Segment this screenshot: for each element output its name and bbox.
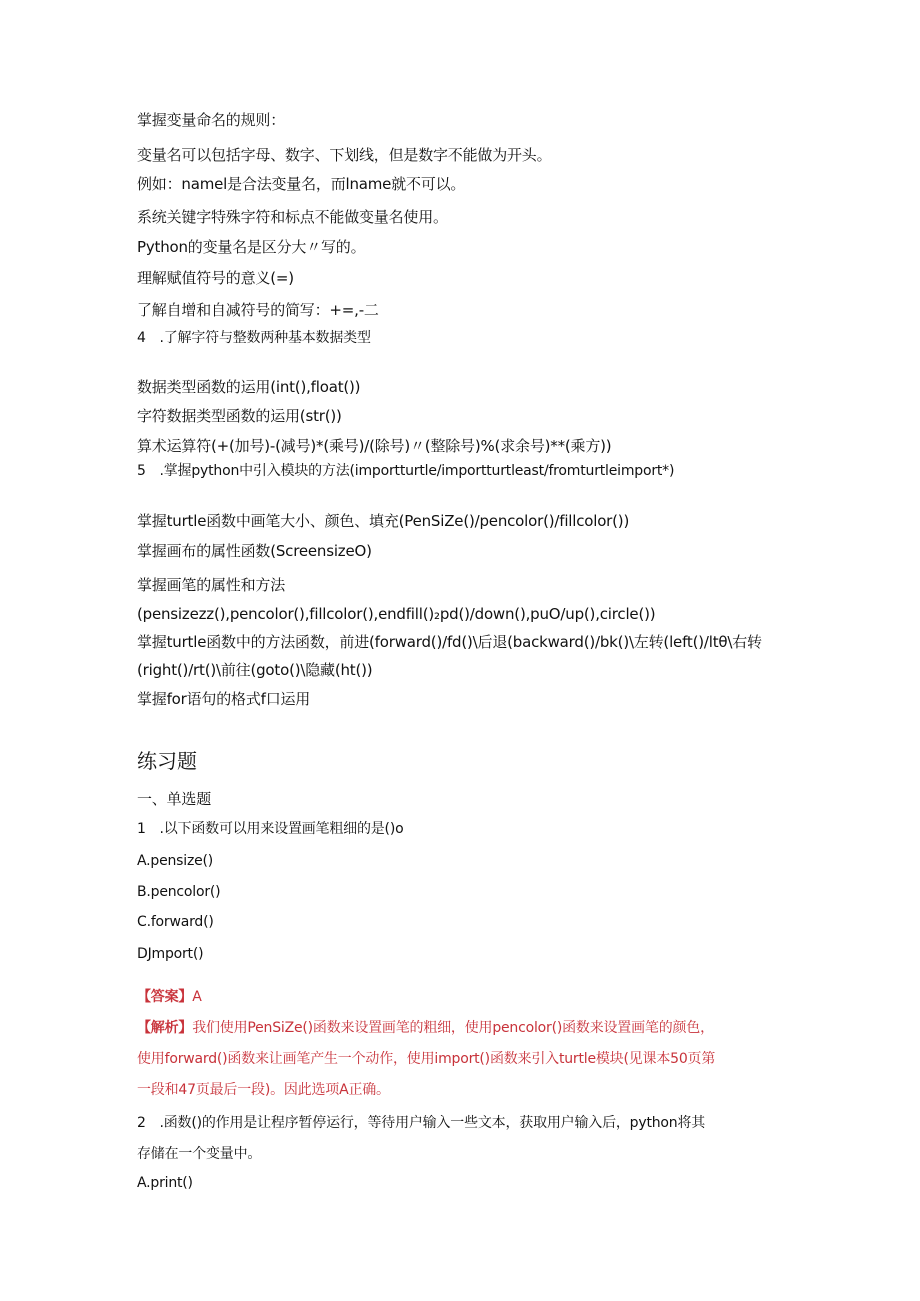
text-line: 掌握画笔的属性和方法 <box>137 576 286 594</box>
text-line: 掌握turtle函数中的方法函数，前进(forward()/fd()\后退(backward()/bk()\左转(left()/ltθ\右转 <box>137 633 762 651</box>
answer-line <box>137 987 202 1007</box>
analysis-text: 我们使用PenSiZe()函数来设置画笔的粗细，使用pencolor()函数来设置画笔的颜色， <box>192 1020 714 1036</box>
question-stem-continued: 存储在一个变量中。 <box>137 1146 262 1162</box>
text-line: 变量名可以包括字母、数字、下划线，但是数字不能做为开头。 <box>137 146 552 164</box>
section-title: 一、单选题 <box>137 790 212 808</box>
analysis-line: 使用forward()函数来让画笔产生一个动作，使用import()函数来引入turtle模块(见课本50页第 <box>137 1051 716 1067</box>
text-line: 掌握变量命名的规则： <box>137 111 286 129</box>
question-stem: 2 .函数()的作用是让程序暂停运行，等待用户输入一些文本，获取用户输入后，python将其 <box>137 1115 706 1131</box>
text-line: 掌握turtle函数中画笔大小、颜色、填充(PenSiZe()/pencolor()/fillcolor()) <box>137 512 630 530</box>
answer-value: A <box>192 989 202 1005</box>
text-line: 掌握画布的属性函数(ScreensizeO) <box>137 542 372 560</box>
analysis-tag: 【解析】 <box>137 1020 193 1036</box>
numbered-item: 4 .了解字符与整数两种基本数据类型 <box>137 330 371 346</box>
text-line: 字符数据类型函数的运用(str()) <box>137 407 342 425</box>
option-a: A.print() <box>137 1175 193 1191</box>
option-b: B.pencolor() <box>137 884 221 900</box>
option-d: DJmport() <box>137 946 204 962</box>
analysis-line <box>137 1018 714 1038</box>
text-line: 例如：namel是合法变量名，而lname就不可以。 <box>137 175 466 193</box>
text-line: 掌握for语句的格式f口运用 <box>137 690 311 708</box>
exercise-title: 练习题 <box>137 749 197 773</box>
text-line: 了解自增和自减符号的简写：+=,-二 <box>137 301 379 319</box>
text-line: 系统关键字特殊字符和标点不能做变量名使用。 <box>137 208 448 226</box>
text-line: 算术运算符(+(加号)-(减号)*(乘号)/(除号)〃(整除号)%(求余号)**(乘方)) <box>137 437 612 455</box>
option-c: C.forward() <box>137 914 214 930</box>
text-line: 理解赋值符号的意义(=) <box>137 269 294 287</box>
text-line: (right()/rt()\前往(goto()\隐藏(ht()) <box>137 661 373 679</box>
text-line: Python的变量名是区分大〃写的。 <box>137 238 366 256</box>
option-a: A.pensize() <box>137 853 214 869</box>
text-line: (pensizezz(),pencolor(),fillcolor(),endfill()₂pd()/down(),puO/up(),circle()) <box>137 605 656 623</box>
question-stem: 1 .以下函数可以用来设置画笔粗细的是()o <box>137 821 404 837</box>
text-line: 数据类型函数的运用(int(),float()) <box>137 378 361 396</box>
analysis-line: 一段和47页最后一段)。因此选项A正确。 <box>137 1082 390 1098</box>
answer-tag: 【答案】 <box>137 989 193 1005</box>
numbered-item: 5 .掌握python中引入模块的方法(importturtle/importturtleast/fromturtleimport*) <box>137 463 675 479</box>
